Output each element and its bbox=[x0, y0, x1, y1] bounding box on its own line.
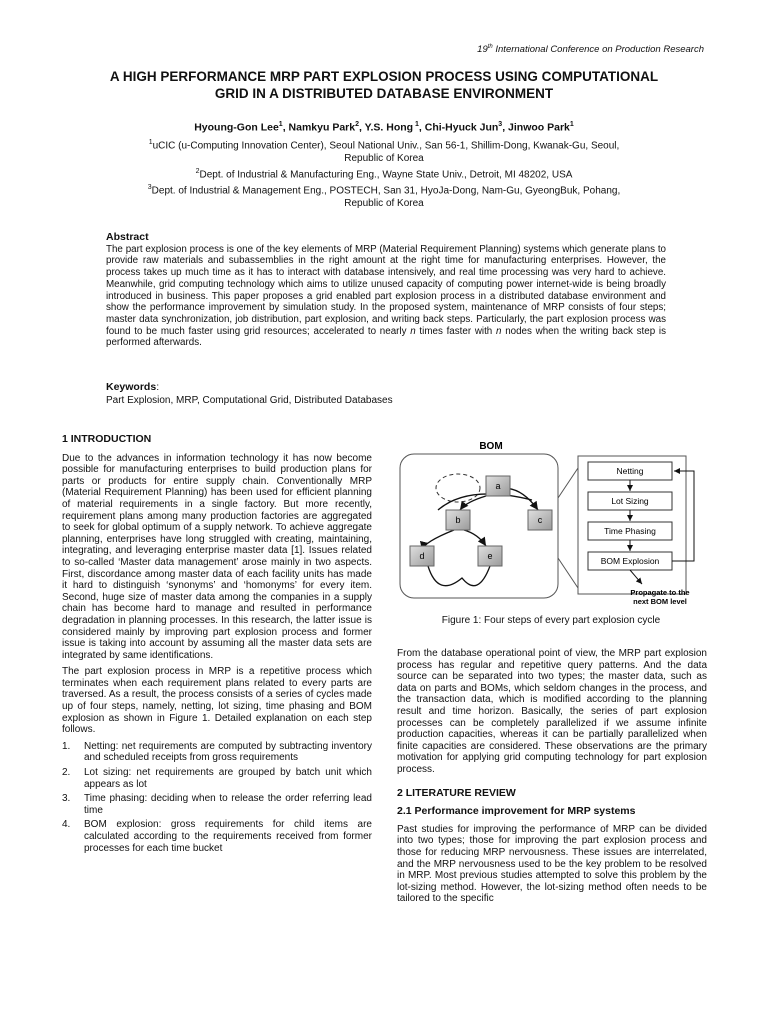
section-2-heading: 2 LITERATURE REVIEW bbox=[397, 786, 516, 799]
abstract-var-n: n bbox=[410, 325, 416, 337]
affiliation-3 bbox=[90, 181, 678, 210]
figure-1-caption: Figure 1: Four steps of every part explosion cycle bbox=[441, 615, 661, 626]
edge-bottom-loop bbox=[428, 566, 490, 586]
list-number: 4. bbox=[62, 819, 71, 831]
abstract-text-part: times faster with bbox=[415, 325, 496, 337]
author-sep: , bbox=[359, 121, 365, 134]
conference-name: International Conference on Production Research bbox=[492, 44, 704, 56]
affil-line: Dept. of Industrial & Manufacturing Eng., Wayne State Univ., Detroit, MI 48202, USA bbox=[199, 169, 573, 181]
propagate-label-1: Propagate to the bbox=[630, 588, 690, 597]
author-name: Y.S. Hong bbox=[364, 121, 414, 134]
list-number: 3. bbox=[62, 793, 71, 805]
author-affil-mark: 1 bbox=[413, 121, 419, 128]
edge-a-b bbox=[460, 496, 486, 510]
title-line-2: GRID IN A DISTRIBUTED DATABASE ENVIRONMENT bbox=[214, 86, 554, 101]
keywords-text: Part Explosion, MRP, Computational Grid, Distributed Databases bbox=[106, 395, 393, 406]
subsection-2-1-heading: 2.1 Performance improvement for MRP systems bbox=[397, 805, 636, 818]
node-d-label: d bbox=[419, 551, 425, 561]
cycle-back-arrow bbox=[672, 471, 694, 561]
author-sep: , bbox=[282, 121, 289, 134]
left-column bbox=[62, 434, 372, 857]
author-affil-mark: 1 bbox=[569, 121, 574, 128]
author-sep: , bbox=[502, 121, 509, 134]
edge-b-e bbox=[464, 530, 486, 546]
affil-mark: 1 bbox=[148, 139, 153, 146]
list-number: 2. bbox=[62, 767, 71, 779]
node-d bbox=[410, 546, 434, 566]
node-e bbox=[478, 546, 502, 566]
affiliation-2 bbox=[90, 165, 678, 181]
node-b-label: b bbox=[455, 515, 461, 525]
node-c bbox=[528, 510, 552, 530]
author-name: Hyoung-Gon Lee bbox=[194, 121, 279, 134]
bom-cycle-ellipse bbox=[436, 474, 480, 502]
connector-line bbox=[558, 468, 578, 498]
abstract-var-n: n bbox=[496, 325, 502, 337]
section-1-heading: 1 INTRODUCTION bbox=[62, 433, 152, 445]
title-line-1: A HIGH PERFORMANCE MRP PART EXPLOSION PROCESS USING COMPUTATIONAL bbox=[109, 69, 659, 84]
step-time-phasing-label: Time Phasing bbox=[604, 526, 656, 536]
propagate-arrow bbox=[630, 570, 642, 584]
list-text: BOM explosion: gross requirements for child items are calculated according to the requirements received from former processes for each time bucket bbox=[84, 819, 372, 854]
node-a-label: a bbox=[495, 481, 501, 491]
affil-line: uCIC (u-Computing Innovation Center), Seoul National Univ., San 56-1, Shillim-Dong, Kwanak-Gu, Seoul, bbox=[152, 140, 620, 152]
propagate-label-2: next BOM level bbox=[633, 597, 687, 606]
conference-number-suffix: th bbox=[487, 44, 493, 50]
affil-mark: 3 bbox=[147, 184, 152, 191]
abstract-text bbox=[106, 244, 666, 349]
affil-line: Republic of Korea bbox=[344, 153, 424, 165]
list-item bbox=[62, 767, 372, 790]
figure-1 bbox=[398, 438, 710, 634]
step-netting bbox=[588, 462, 672, 480]
step-list bbox=[62, 741, 372, 854]
step-lot-sizing-label: Lot Sizing bbox=[611, 496, 649, 506]
step-bom-explosion bbox=[588, 552, 672, 570]
keywords-heading: Keywords bbox=[106, 381, 157, 393]
paper-title bbox=[40, 68, 728, 102]
abstract-heading: Abstract bbox=[106, 231, 149, 243]
list-item bbox=[62, 741, 372, 764]
keywords-colon: : bbox=[156, 381, 160, 393]
figure-1-diagram bbox=[398, 438, 710, 618]
author-affil-mark: 3 bbox=[498, 121, 503, 128]
author-sep: , bbox=[418, 121, 425, 134]
right-paragraph-1: From the database operational point of view, the MRP part explosion process has regular and repetitive query patterns. And the data source can be separated into two types; the master data, such as data on parts and BOMs, which seldom changes in the process, and the transaction data, which is modified according to the planning result and time horizon. Basically, the series of part explosion processes can be completely parallelized if we assume infinite production capacities, whereas it can be partially parallelized when finite capacities are considered. These observations are the primary motivation for applying grid computing technology for part explosion process. bbox=[397, 648, 707, 775]
abstract-text-part: nodes when the writing back step is performed afterwards. bbox=[106, 325, 666, 349]
conference-header bbox=[477, 44, 704, 55]
abstract-section bbox=[106, 232, 666, 349]
node-b bbox=[446, 510, 470, 530]
author-list bbox=[60, 121, 708, 134]
node-e-label: e bbox=[487, 551, 493, 561]
conference-number: 19 bbox=[477, 44, 488, 56]
author-affil-mark: 1 bbox=[278, 121, 283, 128]
list-item bbox=[62, 819, 372, 854]
list-item bbox=[62, 793, 372, 816]
connector-line bbox=[558, 558, 578, 588]
intro-paragraph-1: Due to the advances in information technology it has now become possible for manufacturing enterprises to build production plans for parts or products for entire supply chain. Conventionally MRP (Material Requirement Planning) has been used for efficient planning of material requirements in a single factory. But more recently, requirement plans among many production factories are aggregated to seek for global optimum of a supply network. To achieve aggregate planning, enterprises have long struggled with creating, maintaining, integrating, and leveraging enterprise master data [1]. Issues related to so-called ‘Master data management’ arose mainly in two aspects. First, discordance among master data of each facility units has made it hard to distinguish ‘synonyms’ and ‘homonyms’ for every item. Second, huge size of master data among the companies in a supply chain has become hard to manage and resulted in performance degradation in planning processes. In this research, the latter issue is considered mainly by improving part explosion process and former issue is taking into account by assuming all the master data sets are integrated by same identifications. bbox=[62, 452, 372, 661]
keywords-section bbox=[106, 381, 666, 407]
list-text: Netting: net requirements are computed by subtracting inventory and scheduled receipts from gross requirements bbox=[84, 740, 372, 764]
bom-label: BOM bbox=[479, 441, 503, 452]
author-name: Chi-Hyuck Jun bbox=[424, 121, 499, 134]
intro-paragraph-2: The part explosion process in MRP is a repetitive process which terminates when each requirement plans related to every parts are traversed. As a result, the process consists of a series of cycles made up of four steps, namely, netting, lot sizing, time phasing and BOM explosion as shown in Figure 1. Detailed explanation on each step follows. bbox=[62, 666, 372, 736]
affil-line: Dept. of Industrial & Management Eng., POSTECH, San 31, HyoJa-Dong, Nam-Gu, GyeongBuk, Pohang, bbox=[151, 185, 621, 197]
affil-mark: 2 bbox=[195, 168, 200, 175]
author-affil-mark: 2 bbox=[355, 121, 359, 128]
step-netting-label: Netting bbox=[616, 466, 644, 476]
list-text: Time phasing: deciding when to release the order referring lead time bbox=[84, 793, 372, 816]
abstract-text-part: The part explosion process is one of the key elements of MRP (Material Requirement Planning) systems which generate plans to provide raw materials and subassemblies in the right amount at the right time for manufacturing enterprises. However, the process takes up much time as it has to interact with database intensively, and real time processing was very hard to achieve. Meanwhile, grid computing technology which aims to utilize unused capacity of computing power internet-wide is being broadly introduced in business. This paper proposes a grid enabled part explosion process in a distributed database environment and show the performance improvement by simulation study. In the proposed system, maintenance of MRP consists of four steps; master data synchronization, job distribution, part explosion, and writing back steps. Particularly, the part explosion process was found to be much faster using grid resources; accelerated to nearly bbox=[106, 243, 666, 337]
step-lot-sizing bbox=[588, 492, 672, 510]
right-paragraph-2: Past studies for improving the performance of MRP can be divided into two types; those for improving the part explosion process and those for reducing MRP nervousness. These issues are interrelated, and the MRP nervousness used to be the key problem to be resolved in MRP. Most previous studies attempted to solve this problem by the lot-sizing method. However, the lot-sizing method often needs to be tailored to the specific bbox=[397, 823, 707, 905]
step-bom-explosion-label: BOM Explosion bbox=[600, 556, 660, 566]
affiliation-1 bbox=[90, 136, 678, 165]
node-a bbox=[486, 476, 510, 496]
node-c-label: c bbox=[537, 515, 543, 525]
step-time-phasing bbox=[588, 522, 672, 540]
right-column bbox=[397, 648, 707, 910]
affil-line: Republic of Korea bbox=[344, 198, 424, 210]
author-name: Jinwoo Park bbox=[508, 121, 570, 134]
list-number: 1. bbox=[62, 740, 71, 752]
author-name: Namkyu Park bbox=[288, 121, 356, 134]
list-text: Lot sizing: net requirements are grouped by batch unit which appears as lot bbox=[84, 767, 372, 790]
